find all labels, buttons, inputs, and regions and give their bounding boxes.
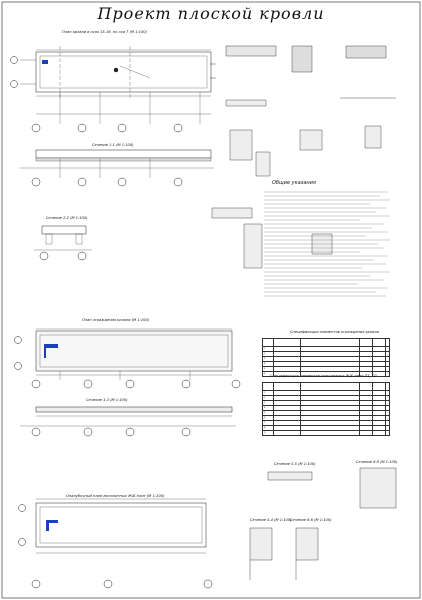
caption-section-4: Сечение 4-4 (М 1:100) [250,518,292,522]
caption-section-5: Сечение 5-5 (М 1:100) [274,462,316,466]
caption-section-8: Сечение 8-8 (М 1:100) [356,460,398,464]
caption-section-3: Сечение 3-3 (М 1:100) [86,398,128,402]
spec-slabs-table: 1 2 3 4 5 6 7 8 9 [262,382,390,436]
caption-plan-cols: Опалубочный план монолитных Ж/Б плит (М 1:100) [66,494,165,498]
caption-plan-fence: План ограждения кровли (М 1:100) [82,318,150,322]
spec-fence-table: 1 2 3 4 5 6 [262,338,390,377]
caption-section-2: Сечение 2-2 (М 1:100) [46,216,88,220]
caption-section-1: Сечение 1-1 (М 1:100) [92,143,134,147]
spec-slabs-title: Спецификация элементов монолитных Ж/Б плит П1, П2 [270,374,377,378]
caption-plan-main: План кровли в осях 15-16, по оси Т (М 1:100) [62,30,147,34]
caption-general: Общие указания [272,180,316,186]
spec-fence-title: Спецификация элементов ограждения кровли [290,330,379,334]
caption-section-6: Сечение 6-6 (М 1:100) [290,518,332,522]
page-title: Проект плоской кровли [97,4,325,23]
